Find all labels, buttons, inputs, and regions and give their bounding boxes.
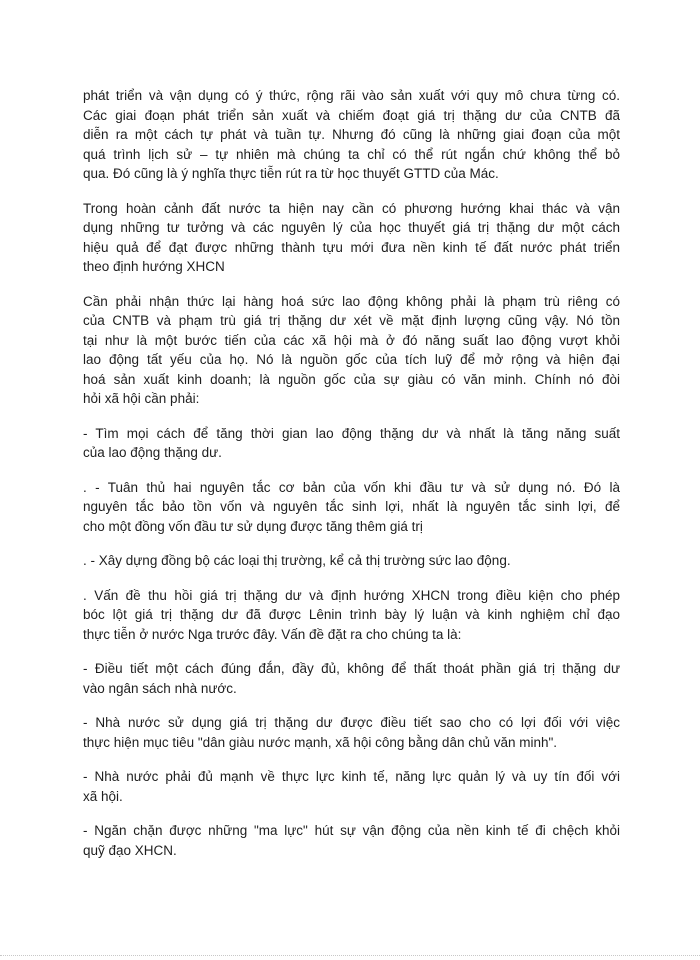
text-line: quá trình lịch sử – tự nhiên mà chúng ta chỉ có thể rút ngắn chứ không thể bỏ (83, 146, 620, 162)
page-bottom-divider (0, 955, 700, 956)
paragraph (83, 713, 620, 752)
paragraph (83, 586, 620, 645)
text-line: cho một đồng vốn đầu tư sử dụng được tăng thêm giá trị (83, 518, 423, 534)
text-line: nguyên tắc bảo tồn vốn và nguyên tắc sinh lợi, nhất là nguyên tắc sinh lợi, để (83, 499, 620, 514)
paragraph (83, 767, 620, 806)
text-line: lao động tất yếu của họ. Nó là nguồn gốc của tích luỹ để mở rộng và hiện đại (83, 352, 620, 367)
text-line: Trong hoàn cảnh đất nước ta hiện nay cần có phương hướng khai thác và vận (83, 200, 620, 216)
paragraph (83, 424, 620, 463)
text-line: quỹ đạo XHCN. (83, 842, 177, 858)
paragraph (83, 551, 620, 571)
text-line: xã hội. (83, 788, 123, 804)
text-line: của lao động thặng dư. (83, 445, 222, 460)
text-line: - Nhà nước sử dụng giá trị thặng dư được điều tiết sao cho có lợi đối với việc (83, 715, 620, 730)
text-line: - Điều tiết một cách đúng đắn, đầy đủ, không để thất thoát phần giá trị thặng dư (83, 661, 620, 676)
text-line: diễn ra một cách tự phát và tuần tự. Nhưng đó cũng là những giai đoạn của một (83, 127, 620, 142)
text-line: theo định hướng XHCN (83, 259, 225, 274)
text-line: . - Tuân thủ hai nguyên tắc cơ bản của vốn khi đầu tư và sử dụng nó. Đó là (83, 479, 620, 495)
paragraph (83, 821, 620, 860)
text-line: - Nhà nước phải đủ mạnh về thực lực kinh tế, năng lực quản lý và uy tín đối với (83, 769, 620, 784)
text-line: - Ngăn chặn được những "ma lực" hút sự vận động của nền kinh tế đi chệch khỏi (83, 823, 620, 838)
text-line: phát triển và vận dụng có ý thức, rộng rãi vào sản xuất với quy mô chưa từng có. (83, 88, 620, 103)
paragraph (83, 659, 620, 698)
document-body (83, 86, 620, 875)
text-line: tại như là một bước tiến của các xã hội mà ở đó năng suất lao động vượt khỏi (83, 332, 620, 348)
text-line: qua. Đó cũng là ý nghĩa thực tiễn rút ra từ học thuyết GTTD của Mác. (83, 166, 499, 181)
paragraph (83, 292, 620, 409)
text-line: . Vấn đề thu hồi giá trị thặng dư và định hướng XHCN trong điều kiện cho phép (83, 587, 620, 603)
text-line: bóc lột giá trị thặng dư đã được Lênin trình bày lý luận và kinh nghiệm chỉ đạo (83, 607, 620, 622)
text-line: - Tìm mọi cách để tăng thời gian lao động thặng dư và nhất là tăng năng suất (83, 425, 620, 441)
text-line: hỏi xã hội cần phải: (83, 391, 200, 406)
text-line: thực tiễn ở nước Nga trước đây. Vấn đề đặt ra cho chúng ta là: (83, 626, 462, 642)
text-line: Các giai đoạn phát triển sản xuất và chiếm đoạt giá trị thặng dư của CNTB đã (83, 107, 620, 123)
text-line: hiệu quả để đạt được những thành tựu mới đưa nền kinh tế đất nước phát triển (83, 239, 620, 255)
text-line: của CNTB và phạm trù giá trị thặng dư xét về mặt định lượng cũng vậy. Nó tồn (83, 313, 620, 328)
text-line: . - Xây dựng đồng bộ các loại thị trường, kể cả thị trường sức lao động. (83, 553, 511, 568)
text-line: vào ngân sách nhà nước. (83, 680, 237, 696)
paragraph (83, 478, 620, 537)
text-line: Cần phải nhận thức lại hàng hoá sức lao động không phải là phạm trù riêng có (83, 293, 620, 309)
paragraph (83, 86, 620, 184)
text-line: thực hiện mục tiêu "dân giàu nước mạnh, xã hội công bằng dân chủ văn minh". (83, 734, 558, 750)
text-line: hoá sản xuất kinh doanh; là nguồn gốc của sự giàu có văn minh. Chính nó đòi (83, 371, 620, 387)
paragraph (83, 199, 620, 277)
text-line: dụng những tư tưởng và các nguyên lý của học thuyết giá trị thặng dư một cách (83, 220, 620, 235)
